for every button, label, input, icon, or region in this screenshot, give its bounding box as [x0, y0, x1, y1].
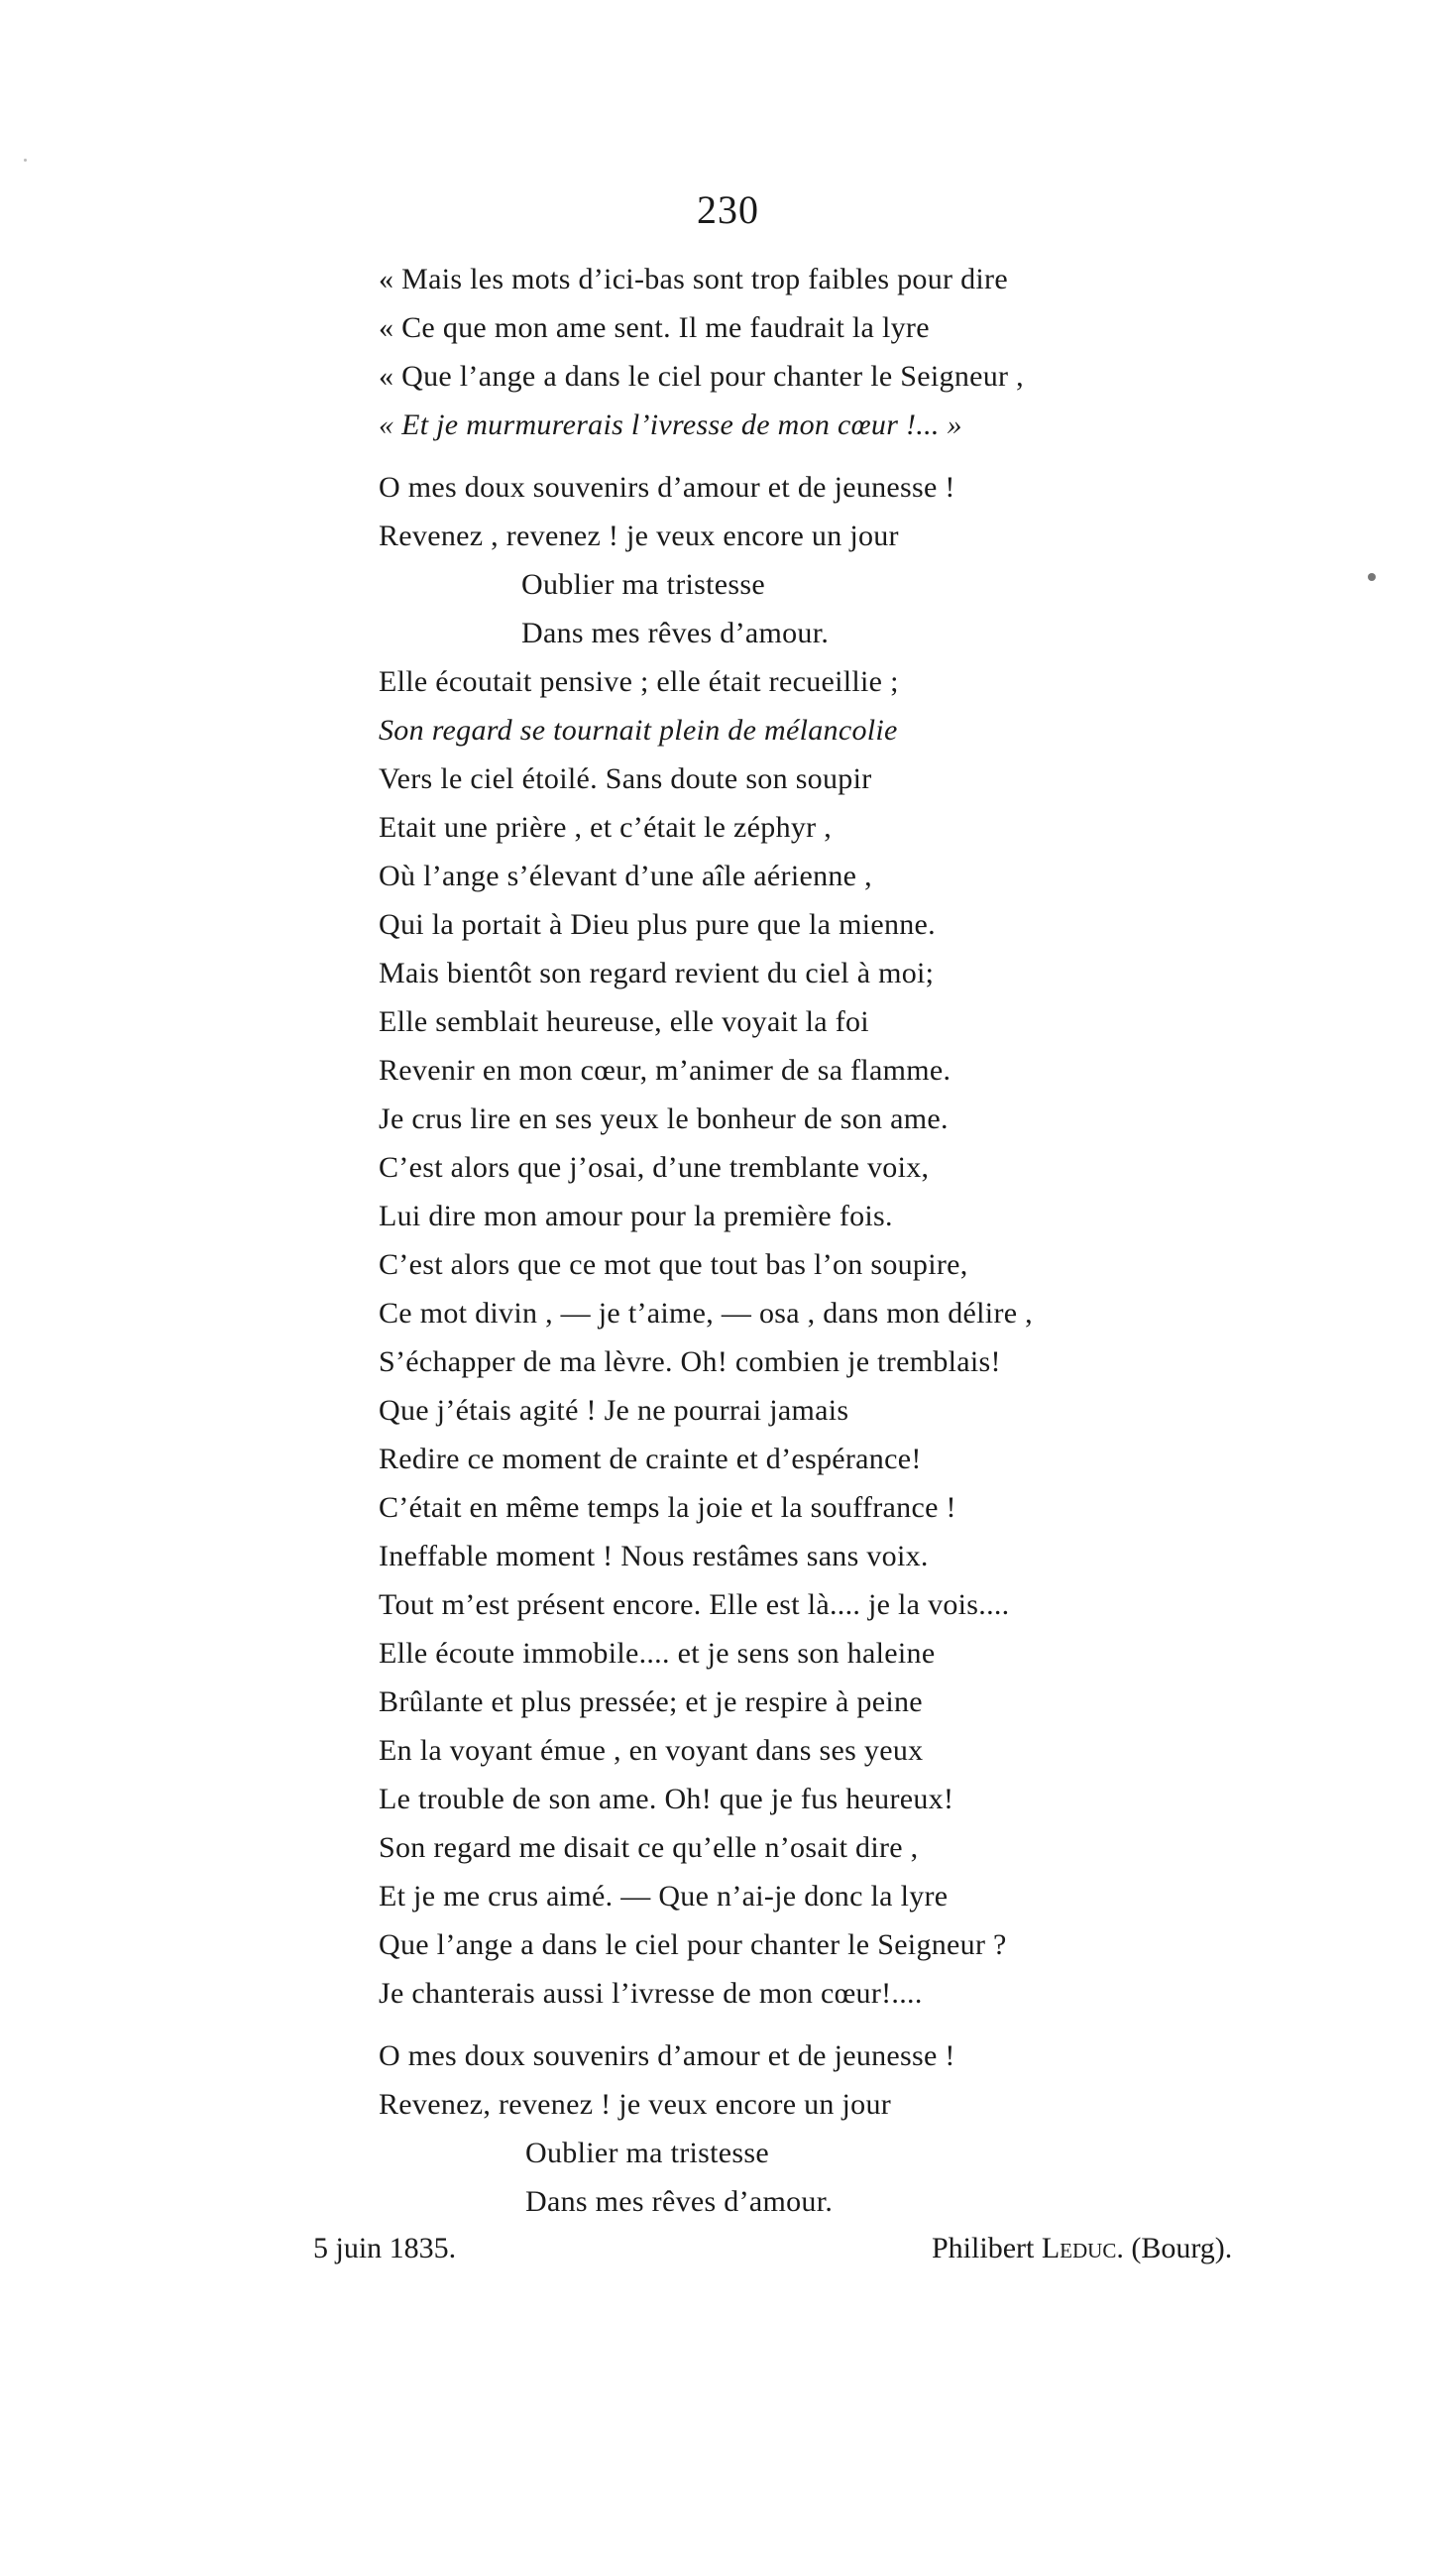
poem-line: Que l’ange a dans le ciel pour chanter le Seigneur ? — [379, 1928, 1007, 1961]
poem-line: « Mais les mots d’ici-bas sont trop faibles pour dire — [379, 263, 1008, 295]
ink-speck — [1368, 573, 1376, 581]
poem-line: Et je me crus aimé. — Que n’ai-je donc la lyre — [379, 1880, 949, 1913]
poem-line: Lui dire mon amour pour la première fois. — [379, 1200, 893, 1232]
author-place: (Bourg). — [1131, 2232, 1233, 2264]
poem-line: « Ce que mon ame sent. Il me faudrait la lyre — [379, 311, 930, 344]
poem-line: Son regard me disait ce qu’elle n’osait dire , — [379, 1831, 919, 1864]
poem-line: Oublier ma tristesse — [525, 2137, 769, 2169]
poem-line: Tout m’est présent encore. Elle est là.... je la vois.... — [379, 1588, 1010, 1621]
poem-line: Oublier ma tristesse — [521, 568, 765, 601]
poem-line: Dans mes rêves d’amour. — [521, 617, 830, 649]
poem-line: Son regard se tournait plein de mélancolie — [379, 714, 898, 747]
poem-line: Redire ce moment de crainte et d’espérance! — [379, 1443, 922, 1475]
poem-line: Que j’étais agité ! Je ne pourrai jamais — [379, 1394, 849, 1427]
poem-line: Ce mot divin , — je t’aime, — osa , dans mon délire , — [379, 1297, 1033, 1330]
poem-line: En la voyant émue , en voyant dans ses yeux — [379, 1734, 924, 1767]
poem-line: Le trouble de son ame. Oh! que je fus heureux! — [379, 1783, 954, 1815]
poem-line: Elle écoute immobile.... et je sens son haleine — [379, 1637, 936, 1670]
poem-line: Mais bientôt son regard revient du ciel à moi; — [379, 957, 935, 989]
poem-line: Ineffable moment ! Nous restâmes sans voix. — [379, 1540, 929, 1572]
author-first-name: Philibert — [932, 2232, 1035, 2264]
ink-speck — [24, 159, 27, 162]
poem-line: Qui la portait à Dieu plus pure que la mienne. — [379, 908, 936, 941]
poem-line: O mes doux souvenirs d’amour et de jeunesse ! — [379, 2039, 955, 2072]
poem-line: Elle semblait heureuse, elle voyait la foi — [379, 1005, 869, 1038]
poem-line: Revenez, revenez ! je veux encore un jour — [379, 2088, 892, 2121]
poem-line: « Que l’ange a dans le ciel pour chanter le Seigneur , — [379, 360, 1024, 393]
author-last-name: Leduc. — [1041, 2232, 1124, 2264]
poem-line: S’échapper de ma lèvre. Oh! combien je tremblais! — [379, 1345, 1001, 1378]
poem-line: Revenir en mon cœur, m’animer de sa flamme. — [379, 1054, 952, 1087]
poem-line: Etait une prière , et c’était le zéphyr , — [379, 811, 833, 844]
poem-line: Je chanterais aussi l’ivresse de mon cœur!.... — [379, 1977, 923, 2010]
poem-line: C’est alors que j’osai, d’une tremblante voix, — [379, 1151, 930, 1184]
poem-line: « Et je murmurerais l’ivresse de mon cœur !... » — [379, 408, 962, 441]
poem-line: Vers le ciel étoilé. Sans doute son soupir — [379, 762, 872, 795]
poem-line: Revenez , revenez ! je veux encore un jour — [379, 520, 899, 552]
poem-line: Brûlante et plus pressée; et je respire à peine — [379, 1685, 923, 1718]
poem-line: Elle écoutait pensive ; elle était recueillie ; — [379, 665, 899, 698]
poem-date: 5 juin 1835. — [313, 2232, 457, 2264]
poem-line: C’était en même temps la joie et la souffrance ! — [379, 1491, 956, 1524]
poem-line: Où l’ange s’élevant d’une aîle aérienne , — [379, 860, 872, 892]
poem-signature — [932, 2231, 1232, 2266]
poem-line: O mes doux souvenirs d’amour et de jeunesse ! — [379, 471, 955, 504]
page-number: 230 — [697, 187, 759, 232]
poem-line: C’est alors que ce mot que tout bas l’on soupire, — [379, 1248, 968, 1281]
poem-line: Je crus lire en ses yeux le bonheur de son ame. — [379, 1102, 949, 1135]
poem-line: Dans mes rêves d’amour. — [525, 2185, 834, 2218]
